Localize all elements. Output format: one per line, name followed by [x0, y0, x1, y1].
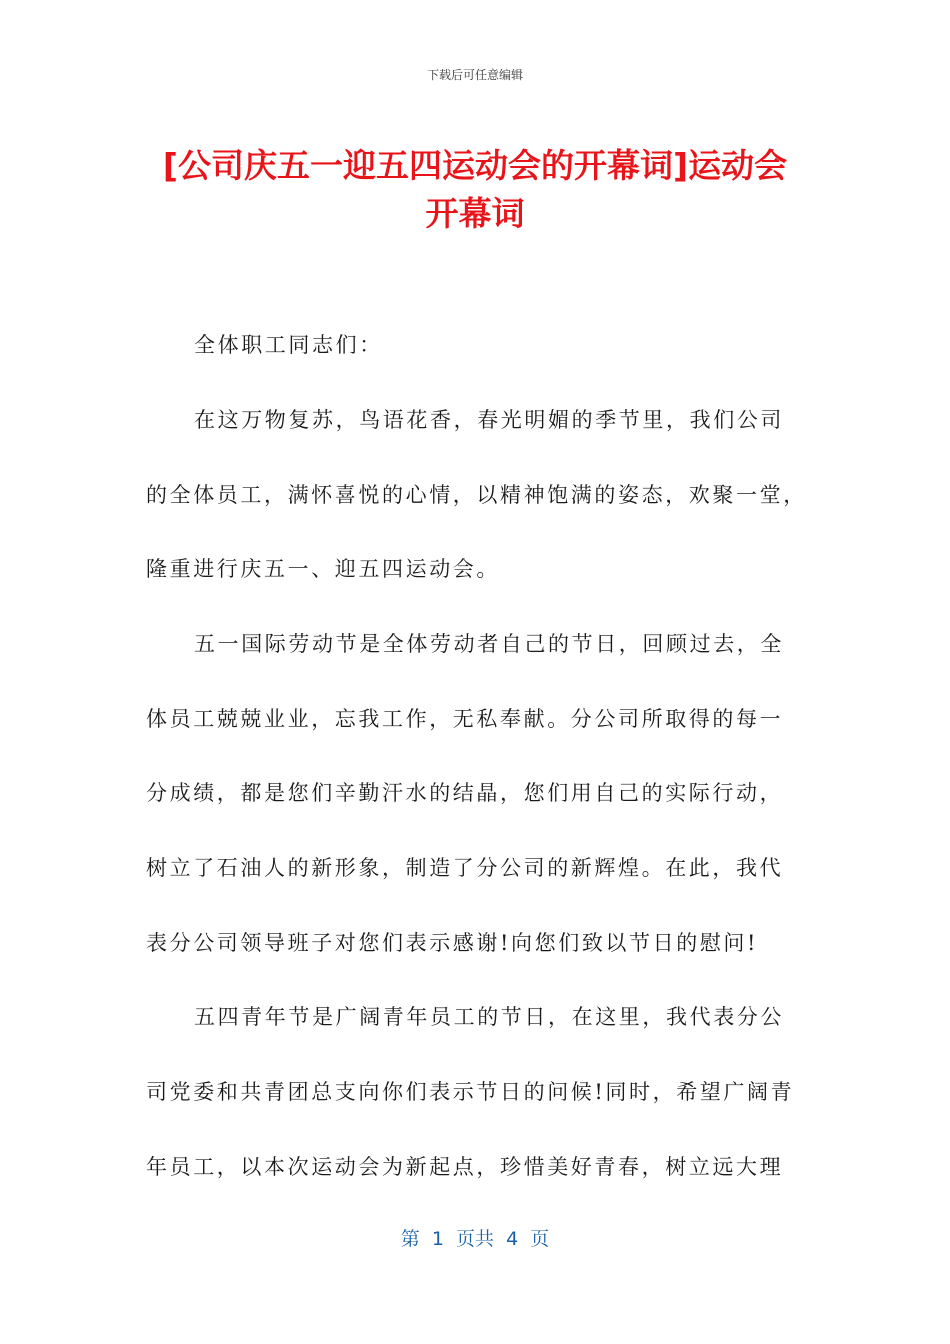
paragraph-line: 表分公司领导班子对您们表示感谢!向您们致以节日的慰问! [146, 931, 759, 955]
page-number: 第 1 页共 4 页 [400, 1228, 550, 1250]
document-title [100, 142, 850, 238]
salutation: 全体职工同志们： [194, 333, 383, 357]
paragraph-line: 分成绩，都是您们辛勤汗水的结晶，您们用自己的实际行动， [146, 781, 784, 805]
paragraph-line: 的全体员工，满怀喜悦的心情，以精神饱满的姿态，欢聚一堂， [146, 483, 807, 507]
paragraph-line: 五四青年节是广阔青年员工的节日，在这里，我代表分公 [194, 1005, 784, 1029]
title-line-1: [公司庆五一迎五四运动会的开幕词]运动会 [162, 146, 788, 185]
header-note: 下载后可任意编辑 [426, 68, 523, 82]
paragraph-line: 树立了石油人的新形象，制造了分公司的新辉煌。在此，我代 [146, 856, 784, 880]
paragraph-line: 司党委和共青团总支向你们表示节日的问候!同时，希望广阔青 [146, 1080, 795, 1104]
paragraph-line: 在这万物复苏，鸟语花香，春光明媚的季节里，我们公司 [194, 408, 784, 432]
paragraph-line: 五一国际劳动节是全体劳动者自己的节日，回顾过去，全 [194, 632, 784, 656]
title-line-2: 开幕词 [425, 194, 525, 233]
paragraph-line: 隆重进行庆五一、迎五四运动会。 [146, 557, 500, 581]
paragraph-line: 体员工兢兢业业，忘我工作，无私奉献。分公司所取得的每一 [146, 707, 784, 731]
paragraph-line: 年员工，以本次运动会为新起点，珍惜美好青春，树立远大理 [146, 1155, 784, 1179]
